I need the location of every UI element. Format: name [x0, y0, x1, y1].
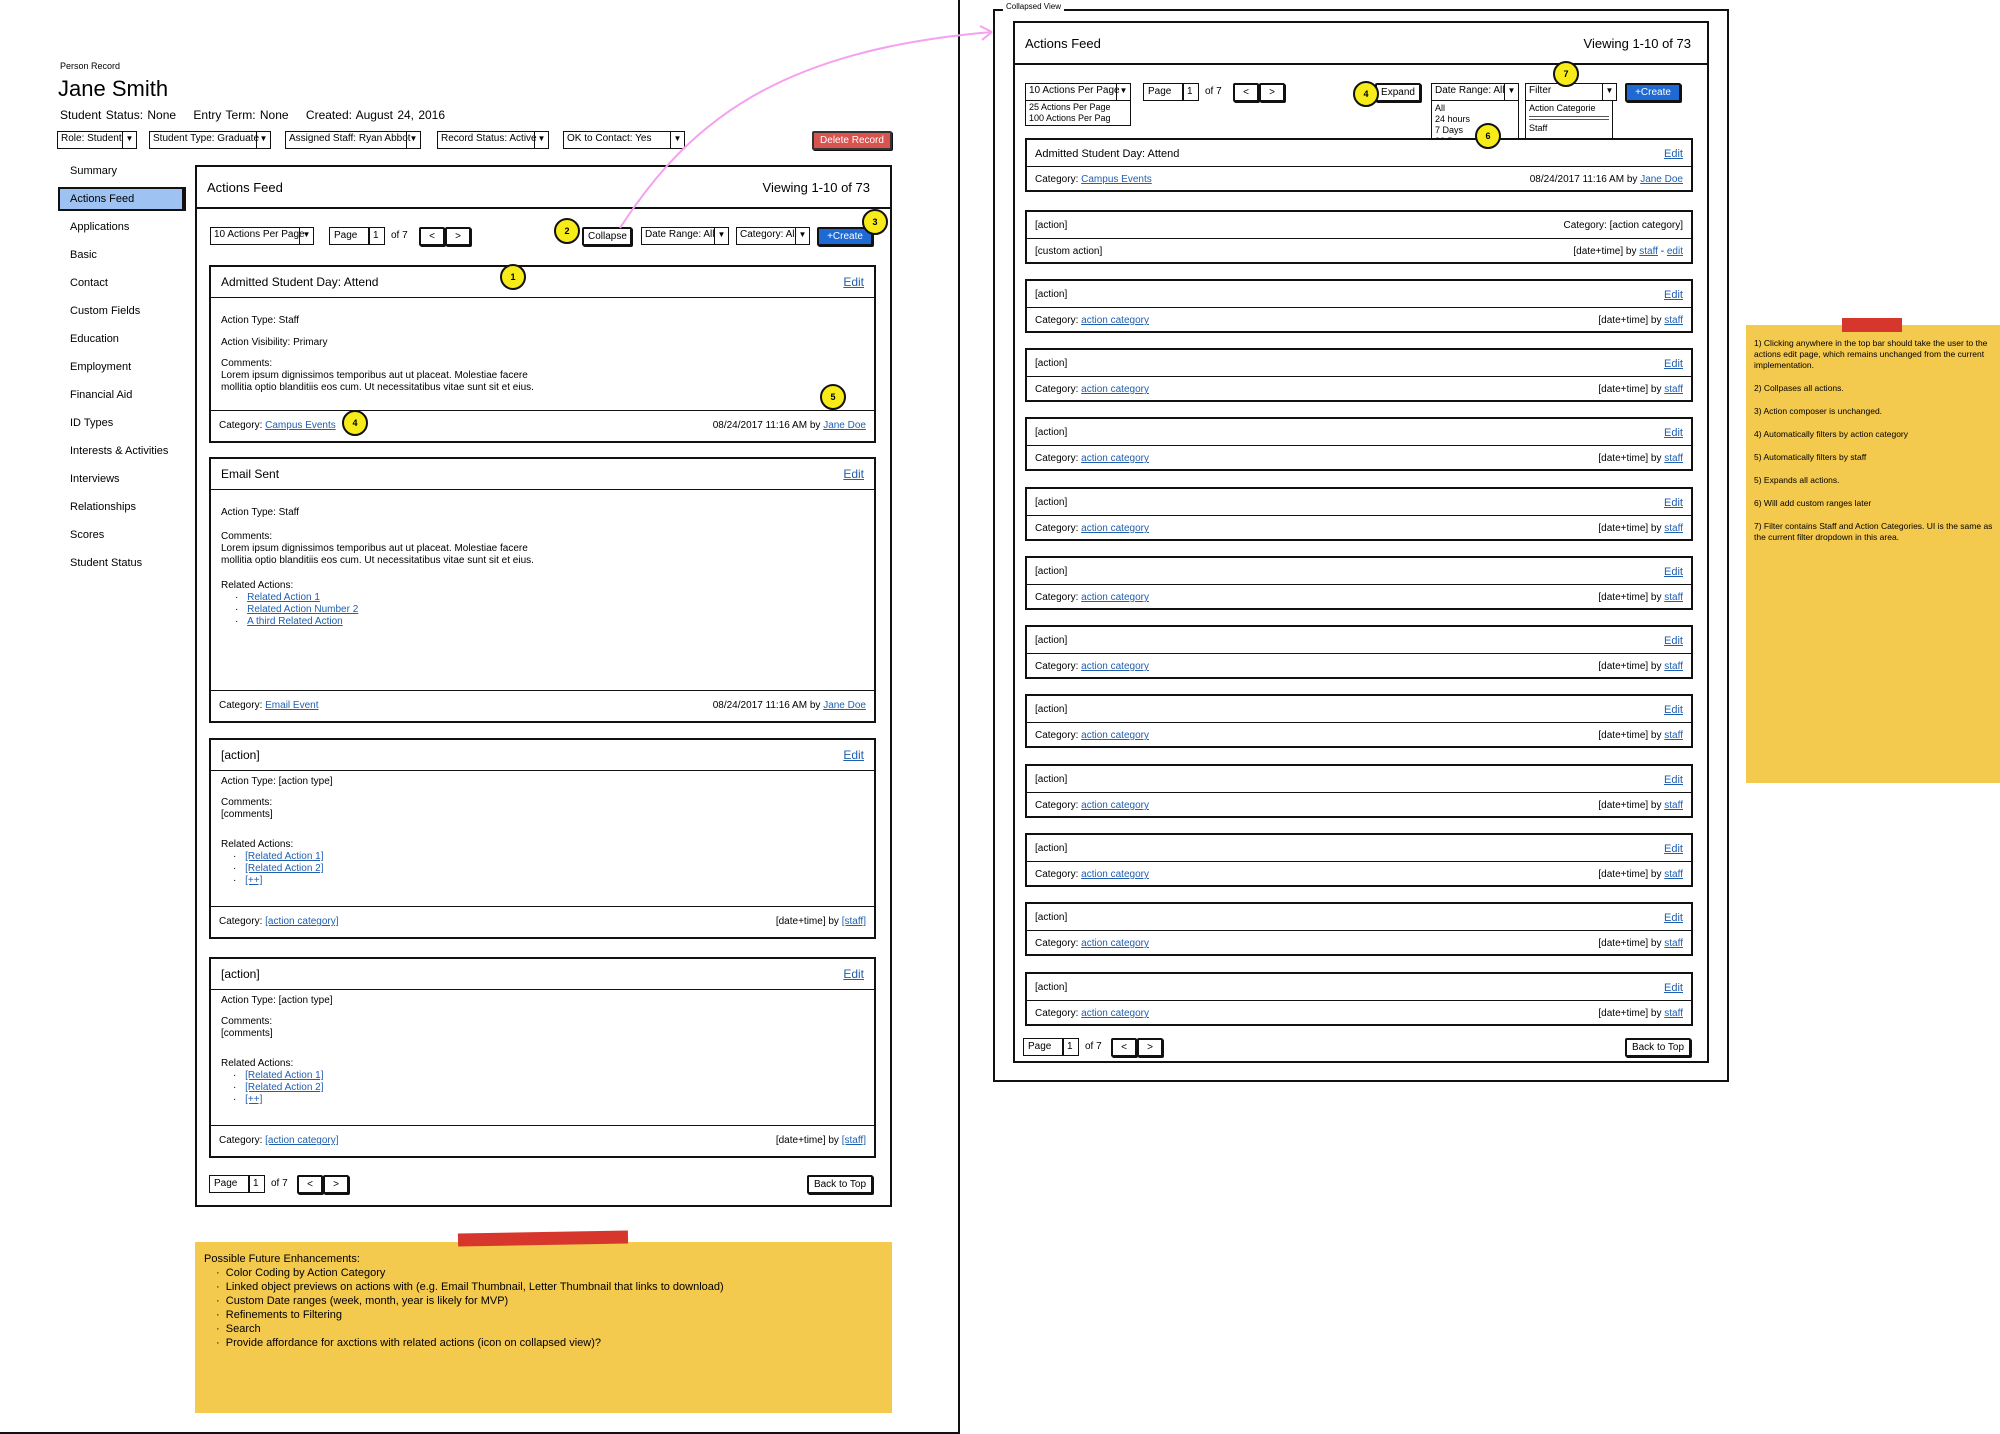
edit-link[interactable]: Edit	[843, 748, 864, 762]
note-item: 4) Automatically filters by action category	[1754, 429, 1909, 439]
action-type: Action Type: [action type]	[221, 995, 333, 1006]
per-page-option[interactable]: 100 Actions Per Pag	[1029, 113, 1111, 123]
row-category: Category: [action category]	[1563, 220, 1683, 231]
row-title: [action]	[1035, 912, 1068, 923]
chevron-down-icon: ▼	[795, 228, 809, 244]
category-link[interactable]: Email Event	[265, 700, 319, 711]
annotation-marker: 3	[862, 209, 888, 235]
card-footer: Category: [action category] [date+time] by [staff]	[211, 906, 874, 937]
row-category: Category: action category	[1035, 869, 1149, 880]
row-title: [action]	[1035, 220, 1068, 231]
note-item: 6) Will add custom ranges later	[1754, 498, 1872, 508]
sidebar-item-interviews[interactable]: Interviews	[70, 473, 120, 485]
row-divider	[1027, 792, 1691, 793]
card-footer: Category: Email Event 08/24/2017 11:16 AM by Jane Doe	[211, 690, 874, 721]
back-to-top-button[interactable]: Back to Top	[1625, 1038, 1691, 1057]
sidebar-item-relationships[interactable]: Relationships	[70, 501, 137, 513]
note-item: 1) Clicking anywhere in the top bar should take the user to the actions edit page, which remains unchanged from the current implementation.	[1754, 338, 1988, 370]
record-status-select[interactable]: Record Status: Active ▼	[437, 131, 549, 149]
viewing-count: Viewing 1-10 of 73	[762, 180, 870, 195]
row-date: [date+time] by staff	[1598, 384, 1683, 395]
row-divider	[1027, 722, 1691, 723]
row-category: Category: action category	[1035, 938, 1149, 949]
staff-link[interactable]: staff	[1639, 246, 1658, 257]
related-link[interactable]: [Related Action 2]	[245, 1082, 324, 1093]
staff-link[interactable]: [staff]	[841, 916, 866, 927]
filter-option[interactable]: Staff	[1529, 123, 1548, 133]
filter-option[interactable]: Action Categorie	[1529, 103, 1609, 120]
edit-link[interactable]: Edit	[843, 967, 864, 981]
action-card	[209, 957, 876, 1158]
next-page-button[interactable]: >	[323, 1175, 349, 1194]
related-link[interactable]: Related Action Number 2	[247, 604, 359, 615]
related-link[interactable]: [++]	[245, 1094, 263, 1105]
chevron-down-icon: ▼	[122, 132, 136, 148]
role-select[interactable]: Role: Student ▼	[57, 131, 137, 149]
row-divider	[1027, 445, 1691, 446]
row-category: Category: action category	[1035, 453, 1149, 464]
date-option[interactable]: 7 Days	[1435, 125, 1464, 135]
prev-page-button[interactable]: <	[1111, 1038, 1137, 1057]
feed-title: Actions Feed	[207, 180, 283, 195]
staff-link[interactable]: staff	[1664, 800, 1683, 811]
card-footer: Category: Campus Events 08/24/2017 11:16 AM by Jane Doe	[211, 410, 874, 441]
row-category: Category: action category	[1035, 384, 1149, 395]
action-row[interactable]	[1025, 972, 1693, 1026]
sidebar-item-employment[interactable]: Employment	[70, 361, 132, 373]
row-divider	[1027, 166, 1691, 167]
related-item: · Related Action Number 2	[235, 604, 359, 615]
action-row[interactable]	[1025, 694, 1693, 748]
custom-action: [custom action]	[1035, 246, 1103, 257]
related-item: · A third Related Action	[235, 616, 343, 627]
category-link[interactable]: action category	[1081, 453, 1149, 464]
annotation-marker: 7	[1553, 61, 1579, 87]
row-title: [action]	[1035, 289, 1068, 300]
row-category: Category: Campus Events	[1035, 174, 1152, 185]
page-of: of 7	[1085, 1041, 1102, 1052]
card-title: Email Sent	[221, 467, 280, 481]
sidebar-item-contact[interactable]: Contact	[70, 277, 108, 289]
category-link[interactable]: action category	[1081, 592, 1149, 603]
chevron-down-icon: ▼	[534, 132, 548, 148]
annotation-marker: 4	[1353, 81, 1379, 107]
sidebar-item-scores[interactable]: Scores	[70, 529, 105, 541]
related-item: · [Related Action 1]	[233, 1070, 324, 1081]
row-date: [date+time] by staff - edit	[1573, 246, 1683, 257]
staff-link[interactable]: staff	[1664, 315, 1683, 326]
edit-link[interactable]: Edit	[1664, 427, 1683, 439]
row-date: [date+time] by staff	[1598, 730, 1683, 741]
row-category: Category: action category	[1035, 661, 1149, 672]
category-link[interactable]: action category	[1081, 384, 1149, 395]
staff-link[interactable]: Jane Doe	[1640, 174, 1683, 185]
related-link[interactable]: [Related Action 2]	[245, 863, 324, 874]
category-link[interactable]: action category	[1081, 315, 1149, 326]
action-card	[209, 738, 876, 939]
entry-term: Entry Term: None	[193, 108, 289, 122]
action-row[interactable]	[1025, 138, 1693, 192]
action-row[interactable]	[1025, 279, 1693, 333]
next-page-button[interactable]: >	[1137, 1038, 1163, 1057]
note-item: · Linked object previews on actions with (e.g. Email Thumbnail, Letter Thumbnail that links to download)	[216, 1281, 724, 1293]
staff-link[interactable]: staff	[1664, 869, 1683, 880]
per-page-option[interactable]: 25 Actions Per Page	[1029, 102, 1111, 112]
feed-title: Actions Feed	[1025, 36, 1101, 51]
related-label: Related Actions:	[221, 839, 294, 850]
page-input[interactable]: 1	[1183, 83, 1199, 101]
action-type: Action Type: Staff	[221, 507, 300, 518]
filter-options	[1525, 100, 1613, 140]
row-title: [action]	[1035, 704, 1068, 715]
row-divider	[1027, 238, 1691, 239]
card-header[interactable]	[211, 267, 874, 298]
comments-text: Lorem ipsum dignissimos temporibus aut ut placeat. Molestiae facere	[221, 370, 528, 381]
annotation-marker: 4	[342, 410, 368, 436]
staff-link[interactable]: staff	[1664, 384, 1683, 395]
sidebar-item-interests[interactable]: Interests & Activities	[70, 445, 169, 457]
comments-label: Comments:	[221, 358, 273, 369]
action-row[interactable]	[1025, 625, 1693, 679]
comments-text: mollitia optio blanditiis eos cum. Ut necessitatibus vitae sunt sit et eius.	[221, 555, 534, 566]
row-title: [action]	[1035, 358, 1068, 369]
related-link[interactable]: [++]	[245, 875, 263, 886]
related-link[interactable]: [Related Action 1]	[245, 851, 324, 862]
row-date: [date+time] by staff	[1598, 592, 1683, 603]
edit-link[interactable]: Edit	[1664, 704, 1683, 716]
note-item: · Custom Date ranges (week, month, year is likely for MVP)	[216, 1295, 509, 1307]
chevron-down-icon: ▼	[714, 228, 728, 244]
staff-link[interactable]: Jane Doe	[823, 700, 866, 711]
page-of: of 7	[1205, 86, 1222, 97]
staff-link[interactable]: [staff]	[841, 1135, 866, 1146]
collapsed-view-frame	[993, 2, 1729, 1082]
category-link[interactable]: [action category]	[265, 916, 339, 927]
annotation-notes	[1754, 338, 1994, 543]
action-card	[209, 265, 876, 443]
annotation-marker: 2	[554, 218, 580, 244]
chevron-down-icon: ▼	[1602, 84, 1616, 100]
related-item: · Related Action 1	[235, 592, 320, 603]
row-divider	[1027, 515, 1691, 516]
page-label: Page	[329, 227, 369, 245]
staff-link[interactable]: staff	[1664, 1008, 1683, 1019]
category-link[interactable]: Campus Events	[1081, 174, 1152, 185]
sidebar-item-applications[interactable]: Applications	[70, 221, 130, 233]
row-divider	[1027, 1000, 1691, 1001]
row-title: [action]	[1035, 843, 1068, 854]
edit-link[interactable]: Edit	[1664, 358, 1683, 370]
edit-link[interactable]: Edit	[1664, 148, 1683, 160]
sidebar-item-actions-feed[interactable]: Actions Feed	[58, 187, 186, 211]
edit-link[interactable]: Edit	[843, 467, 864, 481]
note-item: · Search	[216, 1323, 261, 1335]
page-title: Jane Smith	[58, 76, 169, 101]
staff-link[interactable]: staff	[1664, 938, 1683, 949]
sidebar-item-student-status[interactable]: Student Status	[70, 557, 143, 569]
row-category: Category: action category	[1035, 315, 1149, 326]
row-divider	[1027, 584, 1691, 585]
edit-link[interactable]: edit	[1666, 246, 1683, 257]
future-enhancements	[204, 1252, 724, 1350]
staff-link[interactable]: staff	[1664, 592, 1683, 603]
related-item: · [++]	[233, 1094, 263, 1105]
comments-label: Comments:	[221, 531, 273, 542]
delete-record-button[interactable]: Delete Record	[812, 131, 892, 150]
filter-select[interactable]: Filter ▼	[1525, 83, 1617, 101]
back-to-top-button[interactable]: Back to Top	[807, 1175, 873, 1194]
next-page-button[interactable]: >	[1259, 83, 1285, 102]
note-item: 5) Automatically filters by staff	[1754, 452, 1867, 462]
row-category: Category: action category	[1035, 523, 1149, 534]
viewing-count: Viewing 1-10 of 73	[1583, 36, 1691, 51]
comments-label: Comments:	[221, 797, 273, 808]
page-input[interactable]: 1	[1063, 1038, 1079, 1056]
card-header[interactable]	[211, 959, 874, 990]
annotation-marker: 6	[1475, 123, 1501, 149]
page-of: of 7	[391, 230, 408, 241]
action-row[interactable]	[1025, 833, 1693, 887]
student-type-select[interactable]: Student Type: Graduate ▼	[149, 131, 271, 149]
category-link[interactable]: action category	[1081, 730, 1149, 741]
annotation-marker: 5	[820, 384, 846, 410]
per-page-options	[1025, 100, 1131, 126]
date-range-select[interactable]: Date Range: All ▼	[641, 227, 729, 245]
action-type: Action Type: [action type]	[221, 776, 333, 787]
note-item: 2) Collpases all actions.	[1754, 383, 1844, 393]
row-title: [action]	[1035, 635, 1068, 646]
card-title: Admitted Student Day: Attend	[221, 275, 379, 289]
student-status: Student Status: None	[60, 108, 177, 122]
related-label: Related Actions:	[221, 580, 294, 591]
related-item: · [Related Action 1]	[233, 851, 324, 862]
sidebar-item-education[interactable]: Education	[70, 333, 119, 345]
next-page-button[interactable]: >	[445, 227, 471, 246]
staff-link[interactable]: staff	[1664, 523, 1683, 534]
page-of: of 7	[271, 1178, 288, 1189]
edit-link[interactable]: Edit	[1664, 843, 1683, 855]
comments-label: Comments:	[221, 1016, 273, 1027]
expand-button[interactable]: Expand	[1375, 83, 1421, 102]
category-link[interactable]: action category	[1081, 800, 1149, 811]
connector-arrow	[600, 0, 1000, 250]
page-label: Page	[1143, 83, 1183, 101]
card-header[interactable]	[211, 459, 874, 490]
category-link[interactable]: action category	[1081, 869, 1149, 880]
row-date: [date+time] by staff	[1598, 315, 1683, 326]
tape	[1842, 318, 1902, 332]
date-option[interactable]: All	[1435, 103, 1446, 113]
category-link[interactable]: Campus Events	[265, 420, 336, 431]
row-title: Admitted Student Day: Attend	[1035, 148, 1180, 160]
sidebar-item-basic[interactable]: Basic	[70, 249, 97, 261]
page-input[interactable]: 1	[369, 227, 385, 245]
action-row[interactable]	[1025, 902, 1693, 956]
date-option[interactable]: 24 hours	[1435, 114, 1471, 124]
category-link[interactable]: [action category]	[265, 1135, 339, 1146]
create-button[interactable]: +Create	[817, 227, 873, 246]
collapse-button[interactable]: Collapse	[582, 227, 632, 246]
edit-link[interactable]: Edit	[1664, 635, 1683, 647]
create-button[interactable]: +Create	[1625, 83, 1681, 102]
related-link[interactable]: [Related Action 1]	[245, 1070, 324, 1081]
related-link[interactable]: Related Action 1	[247, 592, 320, 603]
staff-link[interactable]: staff	[1664, 730, 1683, 741]
category-link[interactable]: action category	[1081, 523, 1149, 534]
action-card	[209, 457, 876, 723]
note-item: · Provide affordance for axctions with related actions (icon on collapsed view)?	[216, 1337, 602, 1349]
row-divider	[1027, 861, 1691, 862]
card-title: [action]	[221, 748, 260, 762]
staff-link[interactable]: staff	[1664, 661, 1683, 672]
row-category: Category: action category	[1035, 592, 1149, 603]
row-divider	[1027, 930, 1691, 931]
action-row[interactable]	[1025, 764, 1693, 818]
date-range-select[interactable]: Date Range: All ▼	[1431, 83, 1519, 101]
prev-page-button[interactable]: <	[419, 227, 445, 246]
row-date: [date+time] by staff	[1598, 938, 1683, 949]
edit-link[interactable]: Edit	[1664, 912, 1683, 924]
actions-feed-panel	[195, 165, 892, 1207]
note-item: 7) Filter contains Staff and Action Categories. UI is the same as the current filter dropdown in this area.	[1754, 521, 1993, 542]
action-row[interactable]	[1025, 556, 1693, 610]
note-item: 5) Expands all actions.	[1754, 475, 1840, 485]
collapsed-feed-panel	[1013, 21, 1709, 1063]
action-visibility: Action Visibility: Primary	[221, 337, 328, 348]
card-header[interactable]	[211, 740, 874, 771]
chevron-down-icon: ▼	[256, 132, 270, 148]
sidebar-item-custom-fields[interactable]: Custom Fields	[70, 305, 141, 317]
frame-label: Collapsed View	[1003, 2, 1064, 11]
related-item: · [Related Action 2]	[233, 863, 324, 874]
comments-text: mollitia optio blanditiis eos cum. Ut necessitatibus vitae sunt sit et eius.	[221, 382, 534, 393]
row-divider	[1027, 653, 1691, 654]
row-date: [date+time] by staff	[1598, 661, 1683, 672]
assigned-staff-select[interactable]: Assigned Staff: Ryan Abbot ▼	[285, 131, 421, 149]
row-date: [date+time] by staff	[1598, 1008, 1683, 1019]
page-input[interactable]: 1	[249, 1175, 265, 1193]
note-item: · Refinements to Filtering	[216, 1309, 342, 1321]
edit-link[interactable]: Edit	[1664, 982, 1683, 994]
action-row[interactable]	[1025, 487, 1693, 541]
row-date: [date+time] by staff	[1598, 869, 1683, 880]
record-meta	[60, 108, 445, 122]
row-date: [date+time] by staff	[1598, 523, 1683, 534]
page-label: Page	[1023, 1038, 1063, 1056]
sidebar-item-summary[interactable]: Summary	[70, 165, 118, 177]
chevron-down-icon: ▼	[1116, 84, 1130, 100]
related-link[interactable]: A third Related Action	[247, 616, 343, 627]
comments-text: [comments]	[221, 809, 273, 820]
row-title: [action]	[1035, 427, 1068, 438]
edit-link[interactable]: Edit	[843, 275, 864, 289]
category-select[interactable]: Category: All ▼	[736, 227, 810, 245]
card-title: [action]	[221, 967, 260, 981]
row-date: [date+time] by staff	[1598, 800, 1683, 811]
action-row[interactable]	[1025, 417, 1693, 471]
prev-page-button[interactable]: <	[297, 1175, 323, 1194]
row-title: [action]	[1035, 566, 1068, 577]
custom-action-row[interactable]	[1025, 210, 1693, 264]
row-category: Category: action category	[1035, 800, 1149, 811]
row-date: [date+time] by staff	[1598, 453, 1683, 464]
edit-link[interactable]: Edit	[1664, 566, 1683, 578]
related-label: Related Actions:	[221, 1058, 294, 1069]
staff-link[interactable]: Jane Doe	[823, 420, 866, 431]
note-title: Possible Future Enhancements:	[204, 1253, 360, 1265]
comments-text: Lorem ipsum dignissimos temporibus aut ut placeat. Molestiae facere	[221, 543, 528, 554]
chevron-down-icon: ▼	[299, 228, 313, 244]
prev-page-button[interactable]: <	[1233, 83, 1259, 102]
page-label: Page	[209, 1175, 249, 1193]
edit-link[interactable]: Edit	[1664, 497, 1683, 509]
category-link[interactable]: action category	[1081, 1008, 1149, 1019]
created-date: Created: August 24, 2016	[305, 108, 446, 122]
note-item: 3) Action composer is unchanged.	[1754, 406, 1883, 416]
row-divider	[1027, 307, 1691, 308]
per-page-select[interactable]: 10 Actions Per Page ▼	[210, 227, 314, 245]
row-title: [action]	[1035, 774, 1068, 785]
annotation-marker: 1	[500, 264, 526, 290]
per-page-select[interactable]: 10 Actions Per Page ▼	[1025, 83, 1131, 101]
staff-link[interactable]: staff	[1664, 453, 1683, 464]
edit-link[interactable]: Edit	[1664, 774, 1683, 786]
feed-divider	[1015, 63, 1707, 65]
category-link[interactable]: action category	[1081, 938, 1149, 949]
ok-to-contact-select[interactable]: OK to Contact: Yes ▼	[563, 131, 685, 149]
sidebar-item-financial-aid[interactable]: Financial Aid	[70, 389, 133, 401]
action-type: Action Type: Staff	[221, 315, 300, 326]
chevron-down-icon: ▼	[406, 132, 420, 148]
row-category: Category: action category	[1035, 730, 1149, 741]
row-category: Category: action category	[1035, 1008, 1149, 1019]
action-row[interactable]	[1025, 348, 1693, 402]
sidebar-item-id-types[interactable]: ID Types	[70, 417, 114, 429]
row-title: [action]	[1035, 497, 1068, 508]
note-item: · Color Coding by Action Category	[216, 1267, 386, 1279]
row-divider	[1027, 376, 1691, 377]
card-footer: Category: [action category] [date+time] by [staff]	[211, 1125, 874, 1156]
chevron-down-icon: ▼	[1504, 84, 1518, 100]
category-link[interactable]: action category	[1081, 661, 1149, 672]
chevron-down-icon: ▼	[670, 132, 684, 148]
breadcrumb: Person Record	[60, 61, 121, 71]
edit-link[interactable]: Edit	[1664, 289, 1683, 301]
related-item: · [++]	[233, 875, 263, 886]
related-item: · [Related Action 2]	[233, 1082, 324, 1093]
row-date: 08/24/2017 11:16 AM by Jane Doe	[1529, 174, 1683, 185]
comments-text: [comments]	[221, 1028, 273, 1039]
row-title: [action]	[1035, 982, 1068, 993]
